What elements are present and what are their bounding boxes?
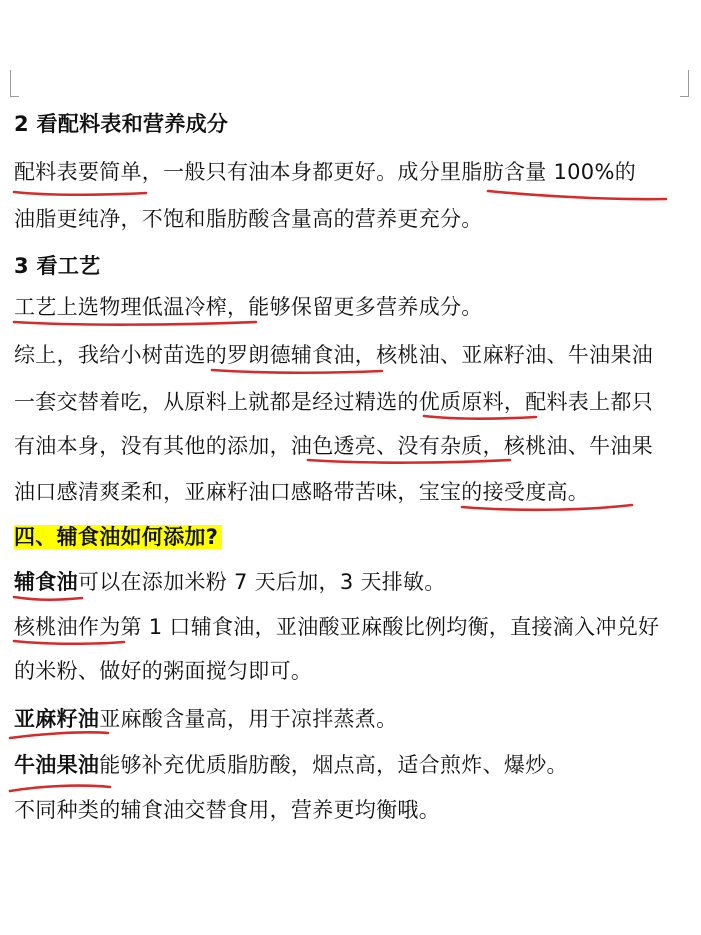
bold-term: 辅食油 [14, 570, 78, 594]
heading-section-2: 2 看配料表和营养成分 [14, 112, 229, 136]
heading-section-3: 3 看工艺 [14, 254, 101, 278]
paragraph-line [14, 568, 446, 596]
highlighted-heading: 四、辅食油如何添加? [14, 525, 222, 549]
paragraph-line: 的米粉、做好的粥面搅匀即可。 [14, 659, 313, 683]
term-description: 能够补充优质脂肪酸，烟点高，适合煎炸、爆炒。 [99, 753, 568, 777]
paragraph-line: 配料表要简单，一般只有油本身都更好。成分里脂肪含量 100%的 [14, 160, 637, 184]
underline-mark [10, 732, 108, 738]
underline-mark [212, 370, 382, 373]
paragraph-line: 工艺上选物理低温冷榨，能够保留更多营养成分。 [14, 295, 483, 319]
paragraph-line: 油口感清爽柔和，亚麻籽油口感略带苦味，宝宝的接受度高。 [14, 480, 590, 504]
paragraph-line: 不同种类的辅食油交替食用，营养更均衡哦。 [14, 798, 440, 822]
paragraph-line: 综上，我给小树苗选的罗朗德辅食油，核桃油、亚麻籽油、牛油果油 [14, 343, 653, 367]
paragraph-line [14, 705, 397, 733]
crop-mark-right [680, 70, 689, 97]
term-description: 可以在添加米粉 7 天后加，3 天排敏。 [77, 570, 446, 594]
underline-mark [308, 460, 510, 463]
crop-mark-left [10, 70, 19, 97]
paragraph-line [14, 751, 568, 779]
underline-mark [14, 322, 256, 325]
bold-term: 牛油果油 [14, 753, 100, 777]
term-description: 亚麻酸含量高，用于凉拌蒸煮。 [99, 707, 398, 731]
underline-mark [14, 192, 146, 195]
underline-mark [14, 597, 82, 600]
paragraph-line: 核桃油作为第 1 口辅食油，亚油酸亚麻酸比例均衡，直接滴入冲兑好 [14, 615, 660, 639]
underline-mark [10, 786, 110, 791]
heading-section-4 [14, 523, 222, 551]
underline-mark [424, 416, 536, 419]
paragraph-line: 一套交替着吃，从原料上就都是经过精选的优质原料，配料表上都只 [14, 390, 653, 414]
paragraph-line: 有油本身，没有其他的添加，油色透亮、没有杂质，核桃油、牛油果 [14, 434, 653, 458]
underline-mark [488, 191, 666, 199]
bold-term: 亚麻籽油 [14, 707, 100, 731]
paragraph-line: 油脂更纯净，不饱和脂肪酸含量高的营养更充分。 [14, 207, 483, 231]
underline-mark [14, 641, 124, 644]
